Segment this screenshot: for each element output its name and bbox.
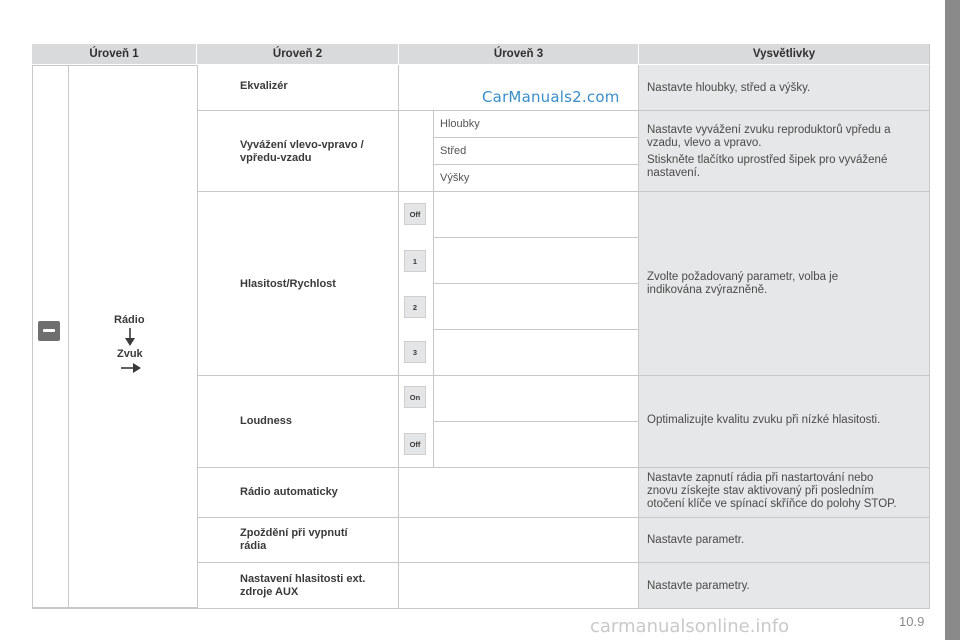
separator	[929, 44, 930, 609]
arrow-right-icon	[121, 363, 141, 373]
row-label-zpozdeni-1: Zpoždění při vypnutí	[240, 527, 348, 539]
separator	[433, 137, 639, 138]
separator	[197, 191, 929, 192]
row-label-radio-auto: Rádio automaticky	[240, 486, 338, 498]
separator	[197, 467, 929, 468]
row-label-hlasitost: Hlasitost/Rychlost	[240, 278, 336, 290]
separator	[433, 329, 639, 330]
header-explanations: Vysvětlivky	[639, 44, 929, 64]
level2-zvuk: Zvuk	[117, 348, 143, 360]
option-vysky: Výšky	[440, 172, 470, 184]
desc-vyvazeni-1: Nastavte vyvážení zvuku reproduktorů vpředu a	[647, 124, 891, 136]
option-1-button: 1	[404, 250, 426, 272]
separator	[433, 237, 639, 238]
desc-radio-auto-1: Nastavte zapnutí rádia při nastartování nebo	[647, 472, 874, 484]
option-stred: Střed	[440, 145, 467, 157]
desc-radio-auto-2: znovu získejte stav aktivovaný při posledním	[647, 485, 874, 497]
separator	[32, 608, 929, 609]
footer-watermark: carmanualsonline.info	[590, 616, 790, 637]
menu-icon	[38, 321, 60, 341]
row-label-vyvazeni-2: vpředu-vzadu	[240, 152, 312, 164]
page-number: 10.9	[899, 614, 925, 629]
row-label-ekvalizer: Ekvalizér	[240, 80, 288, 92]
desc-zpozdeni: Nastavte parametr.	[647, 534, 745, 546]
header-level3: Úroveň 3	[399, 44, 638, 64]
desc-vyvazeni-3: Stiskněte tlačítko uprostřed šipek pro vyvážené	[647, 154, 888, 166]
row-label-aux-2: zdroje AUX	[240, 586, 299, 598]
header-level1: Úroveň 1	[32, 44, 196, 64]
arrow-down-icon	[125, 328, 135, 346]
separator	[433, 421, 639, 422]
side-strip	[945, 0, 960, 640]
desc-ekvalizer: Nastavte hloubky, střed a výšky.	[647, 82, 811, 94]
separator	[433, 283, 639, 284]
watermark-text: CarManuals2.com	[482, 88, 620, 106]
level2-radio: Rádio	[114, 314, 145, 326]
option-hloubky: Hloubky	[440, 118, 480, 130]
desc-loudness: Optimalizujte kvalitu zvuku při nízké hlasitosti.	[647, 414, 881, 426]
row-label-vyvazeni-1: Vyvážení vlevo-vpravo /	[240, 139, 364, 151]
row-label-loudness: Loudness	[240, 415, 292, 427]
separator	[197, 562, 929, 563]
row-label-zpozdeni-2: rádia	[240, 540, 267, 552]
gutter-column	[197, 65, 231, 608]
header-level2: Úroveň 2	[197, 44, 398, 64]
row-vyvazeni-level3	[399, 110, 639, 191]
separator	[197, 517, 929, 518]
desc-hlasitost-2: indikována zvýrazněně.	[647, 284, 768, 296]
desc-vyvazeni-4: nastavení.	[647, 167, 701, 179]
separator	[433, 164, 639, 165]
row-label-aux-1: Nastavení hlasitosti ext.	[240, 573, 366, 585]
desc-aux: Nastavte parametry.	[647, 580, 750, 592]
separator	[638, 65, 639, 608]
option-2-button: 2	[404, 296, 426, 318]
option-3-button: 3	[404, 341, 426, 363]
desc-hlasitost-1: Zvolte požadovaný parametr, volba je	[647, 271, 839, 283]
option-off-button: Off	[404, 203, 426, 225]
separator	[197, 110, 929, 111]
separator	[433, 110, 434, 467]
desc-radio-auto-3: otočení klíče ve spínací skříňce do polohy STOP.	[647, 498, 897, 510]
option-off-button: Off	[404, 433, 426, 455]
desc-vyvazeni-2: vzadu, vlevo a vpravo.	[647, 137, 762, 149]
separator	[197, 375, 929, 376]
separator	[398, 65, 399, 608]
option-on-button: On	[404, 386, 426, 408]
